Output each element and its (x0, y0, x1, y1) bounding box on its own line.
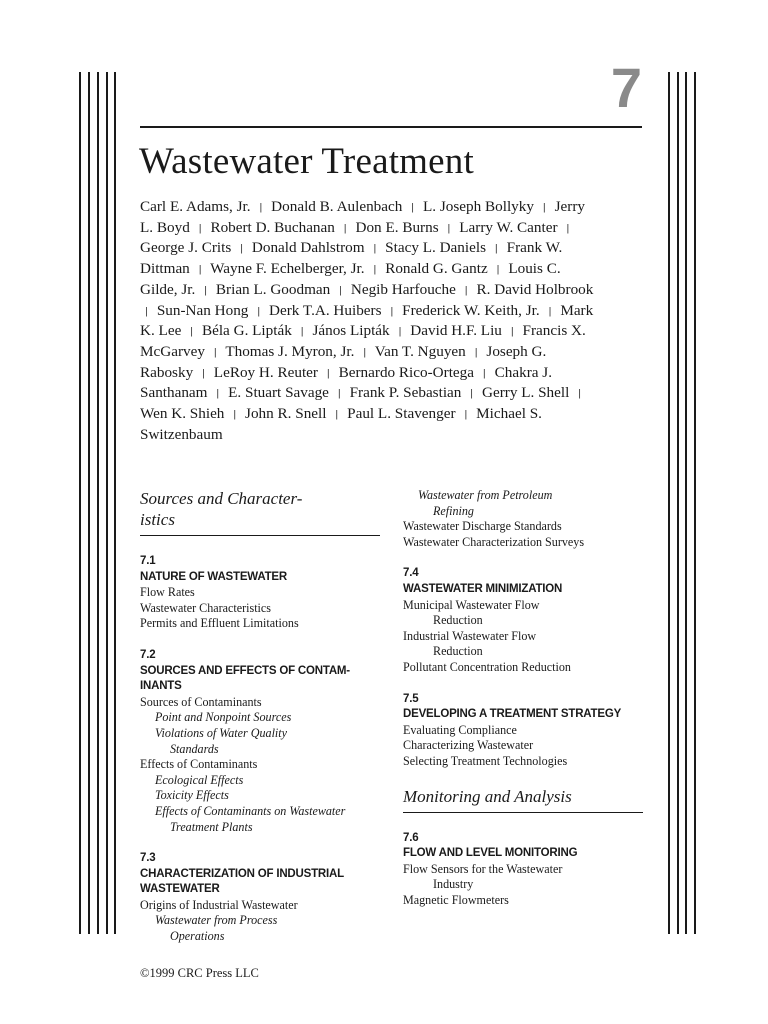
author-name: Béla G. Lipták (201, 322, 292, 340)
author-name: Stacy L. Daniels (385, 239, 486, 257)
section-number: 7.3 (140, 852, 156, 865)
author-name: Michael S. Switzenbaum (140, 405, 542, 443)
author-name: David H.F. Liu (410, 322, 502, 340)
author-separator: | (398, 325, 402, 337)
contents-entry: Wastewater Characteristics (140, 600, 271, 615)
author-name: Van T. Nguyen (374, 342, 466, 360)
author-separator: | (482, 366, 486, 379)
contents-entry: Point and Nonpoint Sources (155, 710, 292, 725)
left-border-rule-2 (88, 72, 90, 934)
contents-entry: Wastewater Discharge Standards (403, 519, 562, 534)
contents-section (140, 851, 380, 945)
contents-entry: Industrial Wastewater Flow (403, 628, 537, 643)
section-title: NATURE OF WASTEWATER (140, 570, 287, 583)
author-name: Derk T.A. Huibers (269, 301, 382, 319)
section-number: 7.2 (140, 648, 156, 661)
author-separator: | (411, 200, 415, 213)
contents-entry: Ecological Effects (155, 772, 244, 787)
author-separator: | (198, 221, 202, 234)
chapter-title: Wastewater Treatment (139, 141, 474, 182)
contents-entry: Sources of Contaminants (140, 694, 262, 709)
section-title: FLOW AND LEVEL MONITORING (403, 847, 578, 860)
author-name: Mark K. Lee (140, 301, 594, 340)
contents-right-column (403, 488, 643, 924)
section-number: 7.4 (403, 567, 419, 580)
right-border-rule-3 (685, 72, 687, 934)
author-separator: | (548, 304, 552, 317)
author-name: Thomas J. Myron, Jr. (225, 342, 355, 360)
contents-entry: Pollutant Concentration Reduction (403, 659, 571, 674)
author-name: Donald B. Aulenbach (271, 198, 403, 215)
author-name: LeRoy H. Reuter (213, 363, 318, 381)
section-number: 7.5 (403, 692, 419, 705)
contents-section (403, 831, 643, 909)
contents-entry: Characterizing Wastewater (403, 738, 534, 753)
contents-entry: Operations (170, 929, 225, 944)
author-name: Sun-Nan Hong (156, 301, 249, 319)
author-separator: | (464, 283, 468, 296)
author-separator: | (542, 200, 546, 213)
author-separator: | (204, 283, 208, 296)
contents-entry: Magnetic Flowmeters (403, 892, 509, 907)
contents-entry: Effects of Contaminants (140, 757, 258, 772)
author-name: Brian L. Goodman (215, 280, 331, 298)
author-name: Chakra J. Santhanam (140, 363, 553, 402)
author-separator: | (390, 304, 394, 317)
author-separator: | (373, 262, 377, 275)
author-name: Paul L. Stavenger (347, 405, 456, 423)
author-separator: | (240, 242, 244, 255)
author-name: L. Joseph Bollyky (423, 198, 534, 215)
contents-left-column (140, 488, 380, 961)
author-separator: | (494, 242, 498, 255)
author-separator: | (335, 407, 339, 420)
right-border-rule-1 (668, 72, 670, 934)
part-heading: Monitoring and Analysis (403, 786, 643, 813)
contents-entry: Municipal Wastewater Flow (403, 597, 540, 612)
contents-entry: Permits and Effluent Limitations (140, 616, 299, 631)
section-title: SOURCES AND EFFECTS OF CONTAM- INANTS (140, 664, 350, 693)
author-name: Francis X. McGarvey (140, 322, 586, 360)
author-separator: | (343, 221, 347, 234)
author-separator: | (470, 387, 474, 400)
section-title: CHARACTERIZATION OF INDUSTRIAL WASTEWATER (140, 867, 344, 896)
left-border-rule-4 (106, 72, 108, 934)
contents-entry: Industry (433, 877, 474, 892)
author-separator: | (326, 366, 330, 379)
contents-entry: Flow Sensors for the Wastewater (403, 861, 563, 876)
left-border-rule-5 (114, 72, 116, 934)
author-name: E. Stuart Savage (228, 384, 329, 402)
author-name: Carl E. Adams, Jr. (140, 198, 251, 215)
left-border-rule-1 (79, 72, 81, 934)
author-separator: | (566, 221, 570, 234)
author-name: János Lipták (312, 322, 390, 340)
author-name: Louis C. Gilde, Jr. (140, 260, 561, 298)
author-separator: | (337, 387, 341, 400)
author-name: Wayne F. Echelberger, Jr. (210, 260, 365, 278)
author-name: Larry W. Canter (459, 218, 558, 236)
contents-entry: Evaluating Compliance (403, 722, 517, 737)
author-separator: | (363, 345, 367, 358)
author-separator: | (447, 221, 451, 234)
author-separator: | (198, 262, 202, 275)
author-separator: | (216, 387, 220, 400)
contents-entry: Reduction (433, 613, 483, 628)
section-title: WASTEWATER MINIMIZATION (403, 582, 563, 595)
author-separator: | (339, 283, 343, 296)
author-separator: | (259, 200, 263, 213)
title-rule (140, 126, 642, 128)
contents-entry: Wastewater Characterization Surveys (403, 534, 585, 549)
author-name: John R. Snell (245, 405, 327, 423)
author-name: Frank W. Dittman (140, 239, 563, 278)
author-name: Robert D. Buchanan (210, 218, 335, 236)
author-name: Bernardo Rico-Ortega (338, 363, 474, 381)
contents-section (140, 648, 380, 835)
author-name: Jerry L. Boyd (140, 198, 585, 236)
author-name: Gerry L. Shell (482, 384, 570, 402)
contents-entry: Effects of Contaminants on Wastewater (155, 803, 346, 818)
contents-entry: Wastewater from Process (155, 913, 278, 928)
author-name: George J. Crits (140, 239, 232, 257)
part-heading: Sources and Character- istics (140, 488, 380, 536)
right-border-rule-2 (677, 72, 679, 934)
author-name: Negib Harfouche (350, 280, 456, 298)
section-number: 7.1 (140, 555, 156, 567)
contents-section (140, 554, 380, 632)
author-separator: | (201, 366, 205, 379)
contents-entry: Origins of Industrial Wastewater (140, 897, 298, 912)
author-name: Frank P. Sebastian (349, 384, 462, 402)
contents-entry: Wastewater from Petroleum (418, 488, 553, 502)
contents-entry: Toxicity Effects (155, 788, 229, 803)
author-name: Joseph G. Rabosky (140, 342, 547, 381)
chapter-number: 7 (610, 56, 642, 119)
right-border-rule-4 (694, 72, 696, 934)
author-separator: | (300, 325, 304, 337)
contents-entry: Flow Rates (140, 585, 195, 600)
author-separator: | (578, 387, 582, 400)
contents-section (403, 566, 643, 675)
author-name: R. David Holbrook (476, 280, 594, 298)
author-separator: | (233, 407, 237, 420)
contents-section (403, 692, 643, 770)
author-name: Frederick W. Keith, Jr. (402, 301, 540, 319)
author-separator: | (257, 304, 261, 317)
contents-entry: Treatment Plants (170, 819, 253, 834)
contents-entry: Reduction (433, 644, 483, 659)
author-list (140, 197, 600, 445)
contents-continuation (403, 488, 643, 550)
author-separator: | (373, 242, 377, 255)
author-name: Don E. Burns (355, 218, 439, 236)
author-separator: | (496, 262, 500, 275)
contents-entry: Violations of Water Quality (155, 725, 288, 740)
author-name: Ronald G. Gantz (385, 260, 488, 278)
author-separator: | (213, 345, 217, 358)
left-border-rule-3 (97, 72, 99, 934)
author-separator: | (510, 325, 514, 337)
contents-entry: Refining (433, 503, 474, 518)
author-separator: | (190, 325, 194, 337)
author-name: Donald Dahlstrom (251, 239, 365, 257)
contents-entry: Selecting Treatment Technologies (403, 753, 568, 768)
author-separator: | (464, 407, 468, 420)
section-title: DEVELOPING A TREATMENT STRATEGY (403, 708, 622, 721)
author-separator: | (145, 304, 149, 317)
author-separator: | (474, 345, 478, 358)
contents-entry: Standards (170, 741, 219, 756)
copyright-notice: ©1999 CRC Press LLC (140, 966, 259, 980)
section-number: 7.6 (403, 831, 419, 844)
author-name: Wen K. Shieh (140, 405, 225, 423)
